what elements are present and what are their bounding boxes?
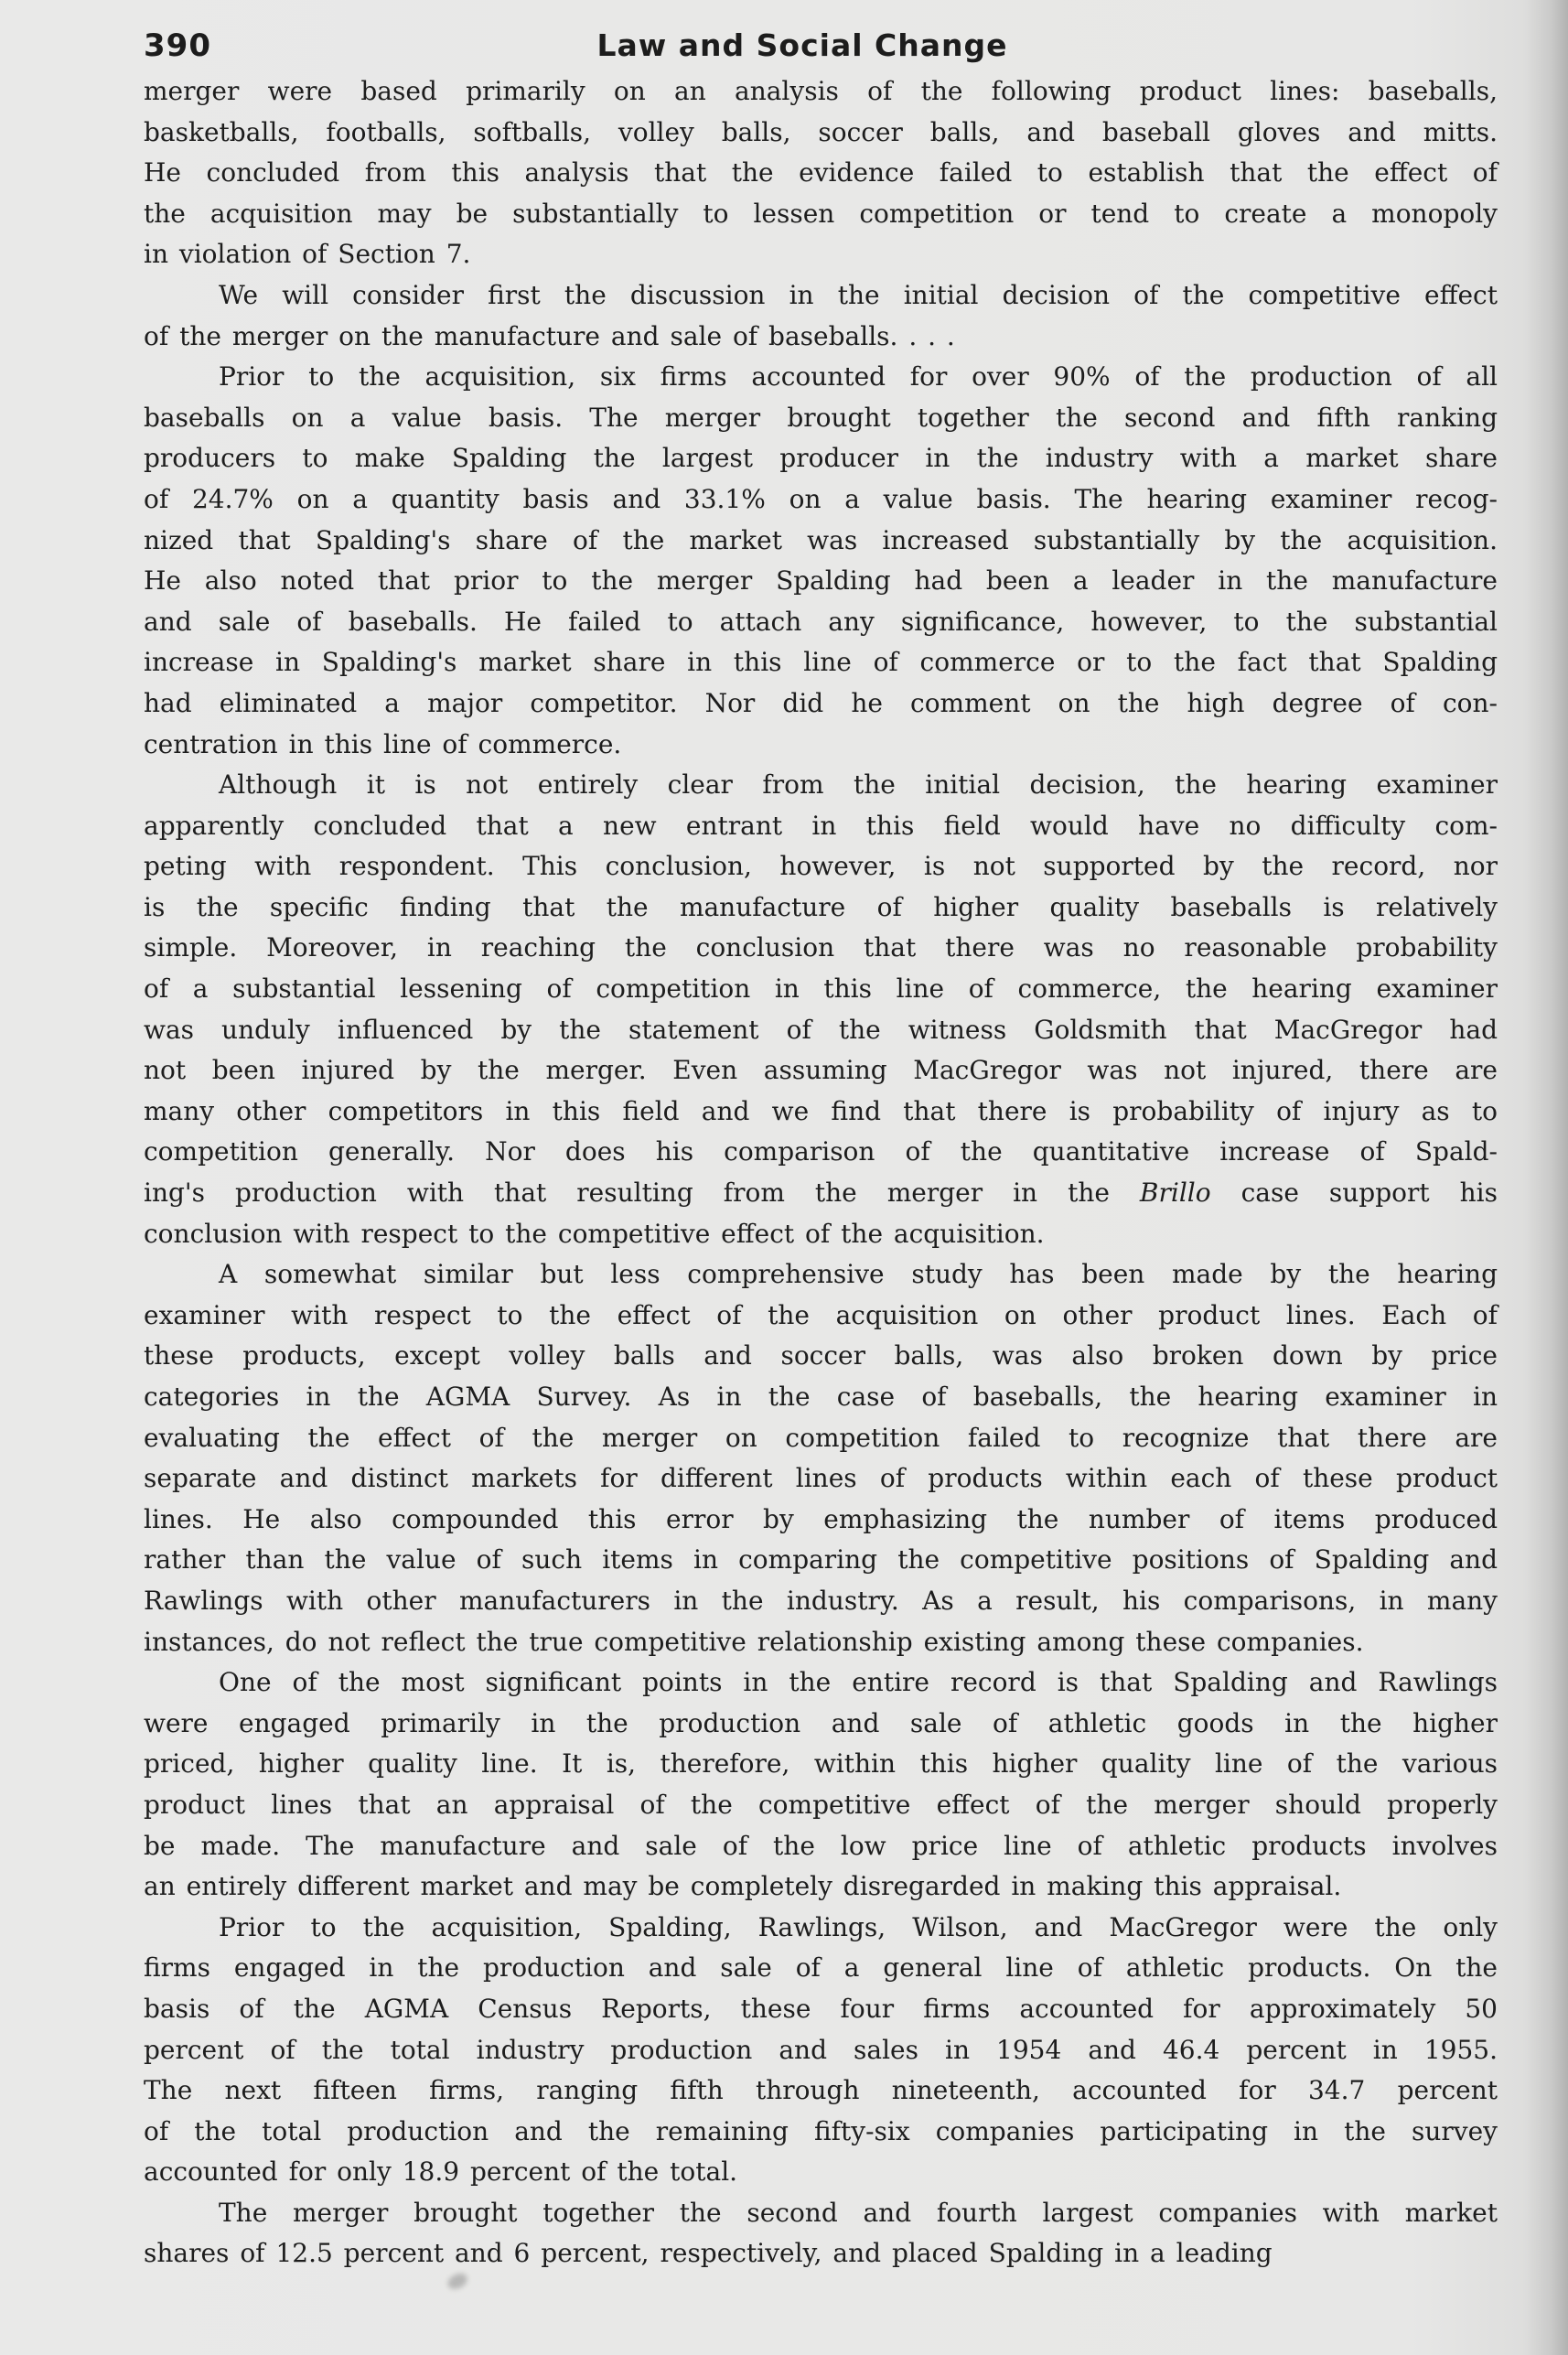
text-line: producers to make Spalding the largest producer in the industry with a market share [144,443,1498,474]
text-line: firms engaged in the production and sale of a general line of athletic products. On the [144,1952,1498,1984]
text-line: separate and distinct markets for different lines of products within each of these product [144,1463,1498,1494]
text-line: simple. Moreover, in reaching the conclusion that there was no reasonable probability [144,932,1498,963]
text-line: A somewhat similar but less comprehensive study has been made by the hearing [219,1259,1498,1290]
text-line: merger were based primarily on an analysis of the following product lines: baseballs, [144,76,1498,106]
page-edge-shading [1526,0,1568,2355]
running-header [144,27,1498,70]
text-line: centration in this line of commerce. [144,728,622,759]
text-line: competition generally. Nor does his comparison of the quantitative increase of Spald- [144,1136,1498,1167]
page-body [144,71,1498,2274]
text-line: percent of the total industry production and sales in 1954 and 46.4 percent in 1955. [144,2034,1498,2065]
text-line: Prior to the acquisition, Spalding, Rawlings, Wilson, and MacGregor were the only [219,1911,1498,1942]
text-line: basketballs, footballs, softballs, volley balls, soccer balls, and baseball gloves and mitts. [144,116,1498,147]
text-line: rather than the value of such items in comparing the competitive positions of Spalding and [144,1544,1498,1575]
text-line: is the specific finding that the manufacture of higher quality baseballs is relatively [144,891,1498,922]
text-line: priced, higher quality line. It is, therefore, within this higher quality line of the various [144,1748,1498,1780]
text-line: the acquisition may be substantially to lessen competition or tend to create a monopoly [144,198,1498,229]
text-line: peting with respondent. This conclusion, however, is not supported by the record, nor [144,851,1498,882]
text-line: He also noted that prior to the merger Spalding had been a leader in the manufacture [144,565,1498,597]
text-line: accounted for only 18.9 percent of the total. [144,2156,738,2188]
text-line: were engaged primarily in the production and sale of athletic goods in the higher [144,1707,1498,1738]
text-line: product lines that an appraisal of the competitive effect of the merger should properly [144,1789,1498,1820]
text-line: was unduly influenced by the statement of the witness Goldsmith that MacGregor had [144,1014,1498,1045]
text-line: examiner with respect to the effect of the acquisition on other product lines. Each of [144,1299,1498,1330]
text-line: not been injured by the merger. Even assuming MacGregor was not injured, there are [144,1055,1498,1086]
text-line: lines. He also compounded this error by emphasizing the number of items produced [144,1503,1498,1534]
text-line: One of the most significant points in the entire record is that Spalding and Rawlings [219,1667,1498,1698]
text-line: conclusion with respect to the competitive effect of the acquisition. [144,1218,1045,1249]
text-line: shares of 12.5 percent and 6 percent, respectively, and placed Spalding in a leading [144,2238,1273,2269]
text-line: of 24.7% on a quantity basis and 33.1% on a value basis. The hearing examiner recog- [144,483,1498,514]
text-line: baseballs on a value basis. The merger brought together the second and fifth ranking [144,402,1498,433]
text-line: an entirely different market and may be completely disregarded in making this appraisal. [144,1871,1342,1902]
text-line: evaluating the effect of the merger on competition failed to recognize that there are [144,1422,1498,1453]
text-line: Although it is not entirely clear from the initial decision, the hearing examiner [219,769,1498,801]
text-line: of the merger on the manufacture and sale of baseballs. . . . [144,320,955,351]
text-line: Prior to the acquisition, six firms accounted for over 90% of the production of all [219,361,1498,392]
ink-smudge [446,2272,469,2291]
text-line: He concluded from this analysis that the evidence failed to establish that the effect of [144,157,1498,188]
text-line: basis of the AGMA Census Reports, these four firms accounted for approximately 50 [144,1993,1498,2024]
text-line: in violation of Section 7. [144,239,471,270]
text-line: The next fifteen firms, ranging fifth through nineteenth, accounted for 34.7 percent [144,2075,1498,2106]
text-line: nized that Spalding's share of the market was increased substantially by the acquisition. [144,524,1498,555]
text-line: of the total production and the remaining fifty-six companies participating in the survey [144,2115,1498,2146]
text-line: be made. The manufacture and sale of the low price line of athletic products involves [144,1830,1498,1861]
text-line: had eliminated a major competitor. Nor did he comment on the high degree of con- [144,687,1498,718]
text-line: ing's production with that resulting from the merger in the Brillo case support his [144,1178,1498,1209]
text-line: and sale of baseballs. He failed to attach any significance, however, to the substantial [144,606,1498,637]
text-line: many other competitors in this field and we find that there is probability of injury as to [144,1095,1498,1126]
text-line: of a substantial lessening of competition in this line of commerce, the hearing examiner [144,973,1498,1005]
text-line: Rawlings with other manufacturers in the industry. As a result, his comparisons, in many [144,1585,1498,1616]
text-line: We will consider first the discussion in the initial decision of the competitive effect [219,279,1498,310]
text-line: categories in the AGMA Survey. As in the case of baseballs, the hearing examiner in [144,1382,1498,1412]
text-line: increase in Spalding's market share in this line of commerce or to the fact that Spalding [144,647,1498,678]
text-line: instances, do not reflect the true competitive relationship existing among these companies. [144,1626,1364,1657]
text-line: these products, except volley balls and soccer balls, was also broken down by price [144,1340,1498,1371]
page-number: 390 [144,27,211,64]
text-line: apparently concluded that a new entrant in this field would have no difficulty com- [144,810,1498,841]
text-line: The merger brought together the second and fourth largest companies with market [219,2197,1498,2228]
page-title: Law and Social Change [596,27,1008,63]
